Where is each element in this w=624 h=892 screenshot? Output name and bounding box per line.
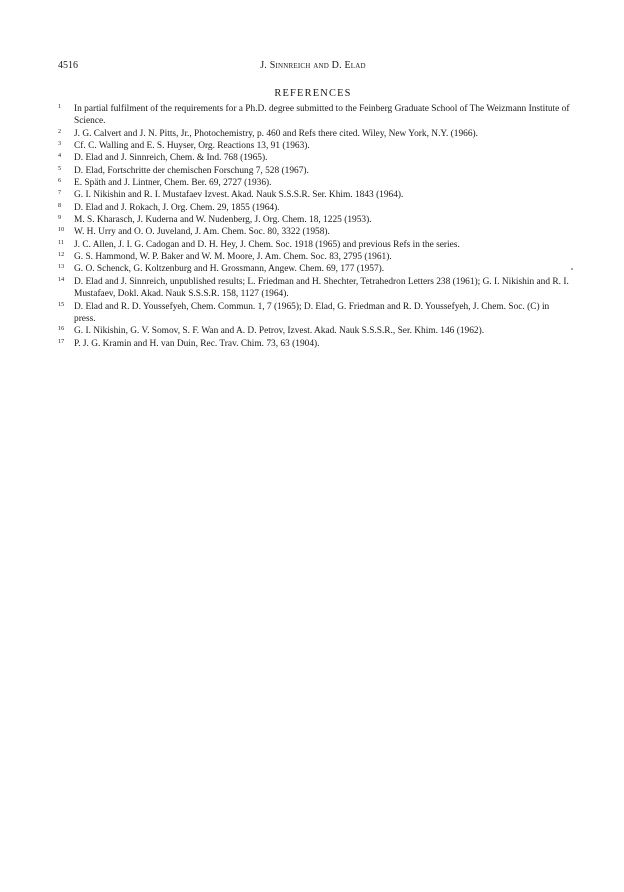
reference-text: P. J. G. Kramin and H. van Duin, Rec. Trav. Chim. 73, 63 (1904). <box>74 338 320 349</box>
reference-item <box>58 239 570 251</box>
reference-list <box>58 103 570 350</box>
running-head: J. Sinnreich and D. Elad <box>260 60 366 71</box>
reference-item <box>58 103 570 128</box>
reference-text: D. Elad and J. Sinnreich, unpublished results; L. Friedman and H. Shechter, Tetrahedron Letters 238 (1961); G. I. Nikishin and R. I. Mustafaev, Dokl. Akad. Nauk S.S.S.R. 158, 1127 (1964). <box>74 276 569 300</box>
reference-item <box>58 189 570 201</box>
reference-item <box>58 276 570 301</box>
reference-item <box>58 177 570 189</box>
reference-item <box>58 140 570 152</box>
reference-number: 1 <box>58 103 62 110</box>
reference-item <box>58 251 570 263</box>
reference-text: J. G. Calvert and J. N. Pitts, Jr., Photochemistry, p. 460 and Refs there cited. Wiley, New York, N.Y. (1966). <box>74 128 479 139</box>
reference-item <box>58 226 570 238</box>
reference-text: E. Späth and J. Lintner, Chem. Ber. 69, 2727 (1936). <box>74 178 272 189</box>
reference-number: 11 <box>58 238 64 246</box>
reference-number: 7 <box>58 189 62 197</box>
reference-item <box>58 202 570 214</box>
page-header <box>58 60 568 74</box>
reference-number: 12 <box>58 251 65 259</box>
reference-item <box>58 152 570 164</box>
reference-text: G. S. Hammond, W. P. Baker and W. M. Moore, J. Am. Chem. Soc. 83, 2795 (1961). <box>74 252 392 263</box>
reference-number: 2 <box>58 127 62 135</box>
reference-item <box>58 165 570 177</box>
reference-number: 10 <box>58 226 65 234</box>
reference-item <box>58 325 570 337</box>
reference-text: G. O. Schenck, G. Koltzenburg and H. Grossmann, Angew. Chem. 69, 177 (1957). <box>74 264 385 275</box>
reference-number: 5 <box>58 164 62 172</box>
reference-item <box>58 263 570 275</box>
reference-number: 13 <box>58 263 65 271</box>
reference-text: D. Elad and J. Rokach, J. Org. Chem. 29, 1855 (1964). <box>74 202 280 213</box>
reference-number: 14 <box>58 275 65 283</box>
page-number: 4516 <box>58 60 78 71</box>
reference-text: M. S. Kharasch, J. Kuderna and W. Nudenberg, J. Org. Chem. 18, 1225 (1953). <box>74 215 372 226</box>
reference-item <box>58 338 570 350</box>
reference-number: 17 <box>58 337 65 345</box>
reference-text: Cf. C. Walling and E. S. Huyser, Org. Reactions 13, 91 (1963). <box>74 141 310 152</box>
reference-number: 6 <box>58 177 62 185</box>
reference-text: D. Elad, Fortschritte der chemischen Forschung 7, 528 (1967). <box>74 165 309 176</box>
section-title: REFERENCES <box>274 88 352 99</box>
reference-number: 4 <box>58 152 62 160</box>
reference-item <box>58 301 570 326</box>
reference-number: 3 <box>58 140 62 148</box>
reference-number: 8 <box>58 201 62 209</box>
reference-text: G. I. Nikishin and R. I. Mustafaev Izvest. Akad. Nauk S.S.S.R. Ser. Khim. 1843 (1964). <box>74 190 404 201</box>
reference-number: 9 <box>58 214 62 222</box>
reference-text: D. Elad and R. D. Youssefyeh, Chem. Commun. 1, 7 (1965); D. Elad, G. Friedman and R. D. Youssefyeh, J. Chem. Soc. (C) in press. <box>74 301 550 324</box>
reference-text: W. H. Urry and O. O. Juveland, J. Am. Chem. Soc. 80, 3322 (1958). <box>74 227 330 238</box>
reference-number: 15 <box>58 300 65 308</box>
reference-item <box>58 128 570 140</box>
reference-text: J. C. Allen, J. I. G. Cadogan and D. H. Hey, J. Chem. Soc. 1918 (1965) and previous Refs in the series. <box>74 239 460 250</box>
reference-text: In partial fulfilment of the requirements for a Ph.D. degree submitted to the Feinberg Graduate School of The Weizmann Institute of Science. <box>74 104 570 127</box>
reference-text: G. I. Nikishin, G. V. Somov, S. F. Wan and A. D. Petrov, Izvest. Akad. Nauk S.S.S.R., Ser. Khim. 146 (1962). <box>74 326 485 337</box>
scan-speck <box>571 268 573 270</box>
reference-item <box>58 214 570 226</box>
reference-text: D. Elad and J. Sinnreich, Chem. & Ind. 768 (1965). <box>74 153 268 164</box>
reference-number: 16 <box>58 325 65 333</box>
